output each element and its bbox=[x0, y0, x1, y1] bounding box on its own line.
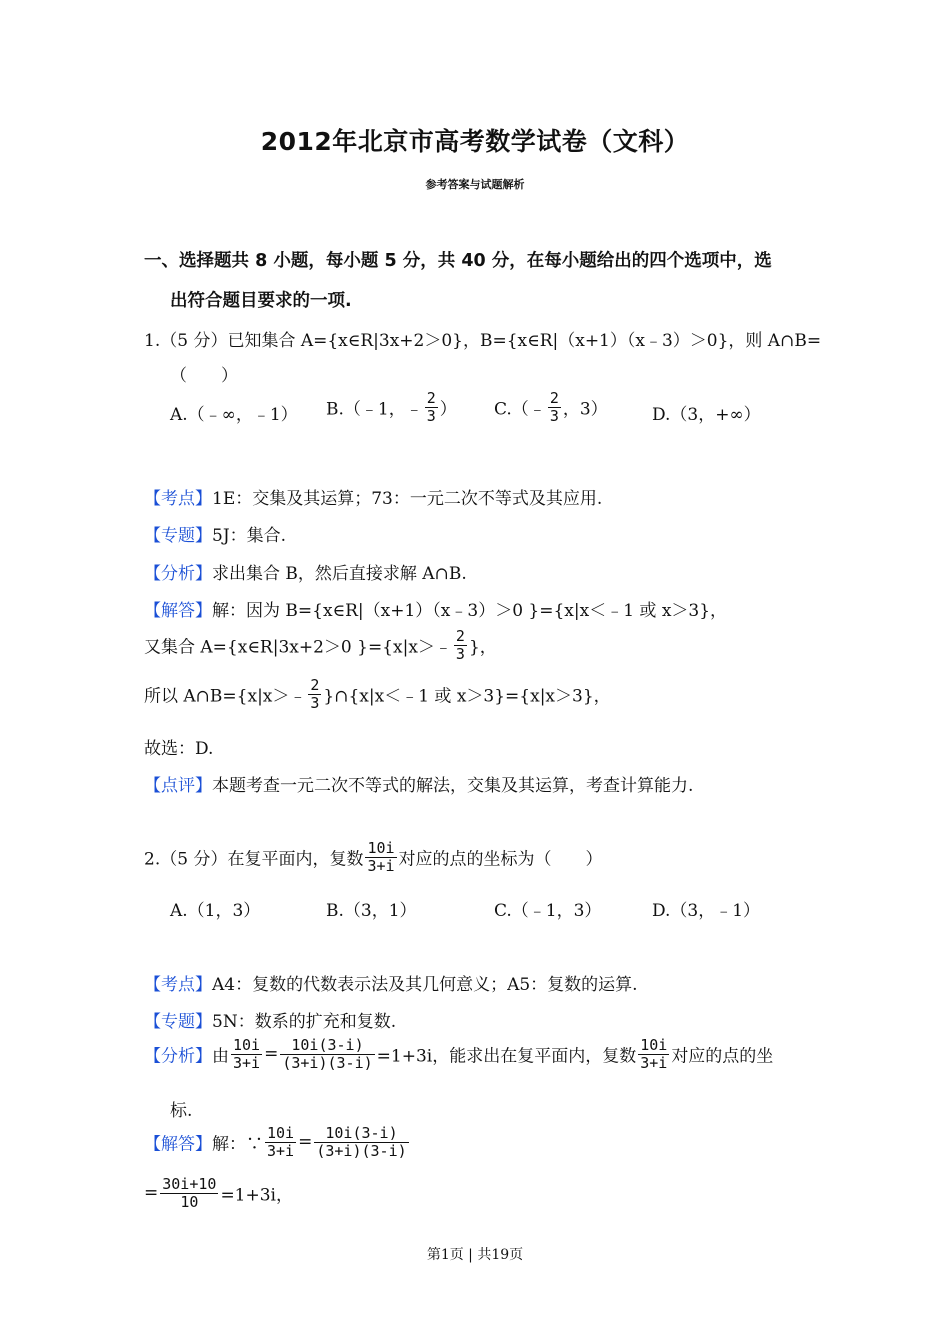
fenxi-fraction-2 bbox=[280, 1037, 374, 1071]
fraction-denominator: 3 bbox=[549, 406, 559, 425]
fraction-denominator: 3+i bbox=[233, 1053, 261, 1072]
q1-dianping bbox=[144, 771, 693, 796]
q1-kaodian bbox=[144, 484, 602, 509]
fraction-numerator: 30i+10 bbox=[162, 1175, 217, 1193]
jieda-text-3-prefix: 所以 A∩B={x|x＞ bbox=[144, 686, 290, 707]
q2-fenxi-line2: 标. bbox=[170, 1101, 193, 1121]
jieda-line2-equals: = bbox=[144, 1183, 159, 1203]
jieda-text-2-prefix: 又集合 A={x∈R|3x+2＞0 }={x|x＞ bbox=[144, 637, 435, 658]
fraction-numerator: 2 bbox=[310, 676, 320, 694]
section-heading-line1: 一、选择题共 8 小题，每小题 5 分，共 40 分，在每小题给出的四个选项中，选 bbox=[144, 251, 772, 271]
fraction-numerator: 2 bbox=[549, 389, 559, 407]
fraction-numerator: 10i bbox=[267, 1124, 295, 1142]
dianping-text: 本题考查一元二次不等式的解法，交集及其运算，考查计算能力. bbox=[212, 776, 694, 796]
fenxi-suffix: 对应的点的坐 bbox=[671, 1046, 774, 1067]
fraction-numerator: 2 bbox=[455, 627, 465, 645]
jieda-line3-fraction bbox=[308, 677, 321, 711]
zhuanti-tag: 【专题】 bbox=[144, 1012, 212, 1032]
fenxi-equals: = bbox=[264, 1044, 279, 1064]
zhuanti-tag: 【专题】 bbox=[144, 526, 212, 546]
q1-stem-line2: （ ） bbox=[170, 366, 238, 386]
jieda-equals: = bbox=[298, 1132, 313, 1152]
jieda-text-2-neg: ﹣ bbox=[434, 637, 452, 658]
q2-option-a: A.（1，3） bbox=[170, 901, 261, 921]
q2-stem-suffix: 对应的点的坐标为（ ） bbox=[398, 849, 603, 870]
q1-option-b-neg: ﹣ bbox=[405, 399, 423, 420]
jieda-fraction-1 bbox=[265, 1125, 296, 1159]
q1-option-b-suffix: ） bbox=[439, 399, 457, 420]
q2-fenxi bbox=[144, 1037, 773, 1071]
q1-option-c bbox=[494, 390, 608, 424]
q2-stem-prefix: 2.（5 分）在复平面内，复数 bbox=[144, 849, 364, 870]
jieda-tag: 【解答】 bbox=[144, 601, 212, 621]
fraction-denominator: 3+i bbox=[367, 856, 395, 875]
kaodian-tag: 【考点】 bbox=[144, 975, 212, 995]
fraction-denominator: 3+i bbox=[640, 1053, 668, 1072]
fraction-denominator: (3+i)(3-i) bbox=[282, 1053, 373, 1072]
q1-option-c-neg: ﹣ bbox=[528, 399, 546, 420]
q1-option-b bbox=[326, 390, 457, 424]
fraction-numerator: 10i bbox=[367, 839, 395, 857]
jieda-text-3-neg: ﹣ bbox=[289, 686, 307, 707]
q1-option-c-prefix: C.（ bbox=[494, 399, 529, 420]
jieda-prefix: 解：∵ bbox=[212, 1134, 263, 1155]
jieda-text-2-suffix: }， bbox=[468, 637, 497, 658]
fenxi-fraction-3 bbox=[638, 1037, 669, 1071]
q2-stem bbox=[144, 840, 603, 874]
fenxi-prefix: 由 bbox=[212, 1046, 229, 1067]
q2-option-d: D.（3，﹣1） bbox=[652, 901, 761, 921]
q2-kaodian bbox=[144, 970, 638, 995]
q2-jieda-line2 bbox=[144, 1176, 293, 1210]
zhuanti-text: 5N：数系的扩充和复数. bbox=[212, 1012, 397, 1032]
fraction-numerator: 10i bbox=[233, 1036, 261, 1054]
fenxi-fraction-1 bbox=[231, 1037, 262, 1071]
fraction-numerator: 2 bbox=[426, 389, 436, 407]
jieda-text-3-suffix: }∩{x|x＜﹣1 或 x＞3}={x|x＞3}， bbox=[323, 686, 611, 707]
q2-stem-fraction bbox=[365, 840, 396, 874]
dianping-tag: 【点评】 bbox=[144, 776, 212, 796]
q1-fenxi bbox=[144, 559, 467, 584]
fraction-denominator: 10 bbox=[180, 1192, 199, 1211]
fraction-denominator: 3+i bbox=[267, 1141, 295, 1160]
fraction-denominator: 3 bbox=[310, 693, 320, 712]
page-subtitle: 参考答案与试题解析 bbox=[425, 178, 525, 191]
fraction-denominator: (3+i)(3-i) bbox=[316, 1141, 407, 1160]
fenxi-middle: =1+3i，能求出在复平面内，复数 bbox=[376, 1046, 637, 1067]
fraction-numerator: 10i(3-i) bbox=[314, 1125, 408, 1143]
jieda-fraction-3 bbox=[160, 1176, 218, 1210]
jieda-line2-fraction bbox=[454, 628, 467, 662]
q2-option-b: B.（3，1） bbox=[326, 901, 417, 921]
q2-zhuanti bbox=[144, 1007, 396, 1032]
jieda-fraction-2 bbox=[314, 1125, 408, 1159]
fraction-denominator: 3 bbox=[426, 406, 436, 425]
jieda-line2-result: =1+3i， bbox=[220, 1185, 293, 1206]
fraction-numerator: 10i bbox=[640, 1036, 668, 1054]
page-footer: 第1页 | 共19页 bbox=[426, 1247, 524, 1263]
q1-stem-line1: 1.（5 分）已知集合 A={x∈R|3x+2＞0}，B={x∈R|（x+1）（x﹣3）＞0}，则 A∩B= bbox=[144, 331, 822, 351]
q1-option-c-suffix: ，3） bbox=[562, 399, 608, 420]
page-title: 2012年北京市高考数学试卷（文科） bbox=[260, 127, 690, 156]
q2-option-c: C.（﹣1，3） bbox=[494, 901, 602, 921]
fraction-denominator: 3 bbox=[455, 644, 465, 663]
kaodian-text: A4：复数的代数表示法及其几何意义；A5：复数的运算. bbox=[212, 975, 638, 995]
fenxi-tag: 【分析】 bbox=[144, 1046, 212, 1067]
section-heading-line2: 出符合题目要求的一项. bbox=[170, 291, 352, 311]
fenxi-tag: 【分析】 bbox=[144, 564, 212, 584]
q2-jieda bbox=[144, 1125, 411, 1159]
q1-option-b-fraction bbox=[425, 390, 438, 424]
q1-jieda bbox=[144, 596, 727, 621]
zhuanti-text: 5J：集合. bbox=[212, 526, 287, 546]
fraction-numerator: 10i(3-i) bbox=[280, 1037, 374, 1055]
q1-option-d: D.（3，+∞） bbox=[652, 405, 761, 425]
q1-answer: 故选：D. bbox=[144, 739, 214, 759]
q1-option-b-prefix: B.（﹣1， bbox=[326, 399, 406, 420]
q1-zhuanti bbox=[144, 521, 286, 546]
q1-option-c-fraction bbox=[548, 390, 561, 424]
q1-option-a: A.（﹣∞，﹣1） bbox=[170, 405, 298, 425]
q1-jieda-line3 bbox=[144, 677, 611, 711]
kaodian-text: 1E：交集及其运算；73：一元二次不等式及其应用. bbox=[212, 489, 603, 509]
fenxi-text: 求出集合 B，然后直接求解 A∩B. bbox=[212, 564, 467, 584]
jieda-tag: 【解答】 bbox=[144, 1134, 212, 1155]
q1-jieda-line2 bbox=[144, 628, 497, 662]
kaodian-tag: 【考点】 bbox=[144, 489, 212, 509]
jieda-text-1: 解：因为 B={x∈R|（x+1）（x﹣3）＞0 }={x|x＜﹣1 或 x＞3}， bbox=[212, 601, 728, 621]
